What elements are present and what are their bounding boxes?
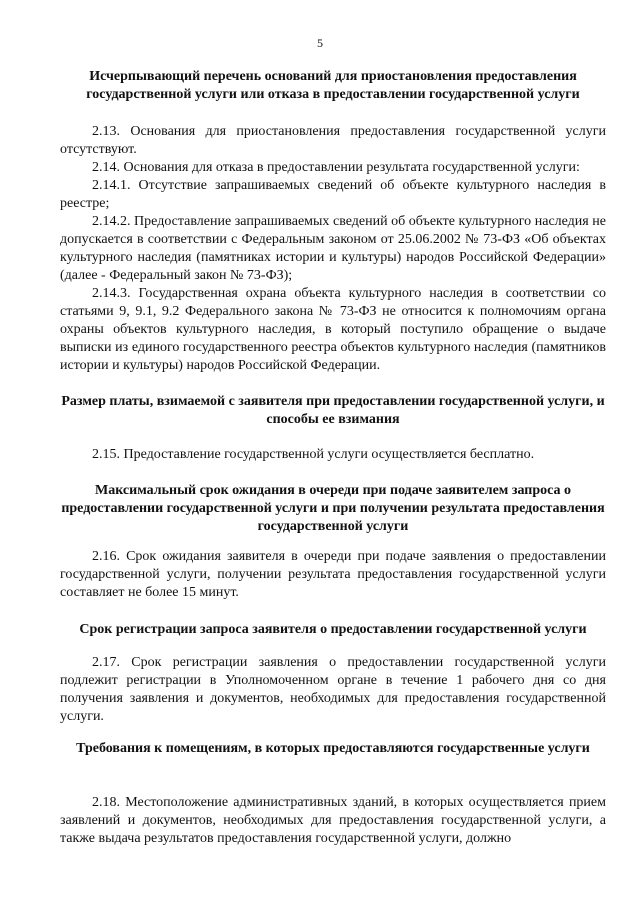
paragraph-2-14-1: 2.14.1. Отсутствие запрашиваемых сведений об объекте культурного наследия в реестре; xyxy=(60,178,606,211)
page-number: 5 xyxy=(317,36,323,50)
section-heading-fee xyxy=(60,393,606,429)
paragraph-2-16: 2.16. Срок ожидания заявителя в очереди при подаче заявления о предоставлении государственной услуги, получении результата предоставления государственной услуги составляет не более 15 минут. xyxy=(60,549,606,600)
section-body-suspension xyxy=(60,123,606,375)
section-body-premises xyxy=(60,794,606,848)
section-heading-suspension xyxy=(60,68,606,104)
paragraph-2-18: 2.18. Местоположение административных зданий, в которых осуществляется прием заявлений и документов, необходимых для предоставления государственной услуги, а также выдача результатов предоставления государственной услуги, должно xyxy=(60,795,606,846)
heading-text: Требования к помещениям, в которых предоставляются государственные услуги xyxy=(76,741,590,756)
heading-text: Размер платы, взимаемой с заявителя при предоставлении государственной услуги, и способы ее взимания xyxy=(61,394,605,427)
heading-text: Максимальный срок ожидания в очереди при подаче заявителем запроса о предоставлении государственной услуги и при получении результата предоставления государственной услуги xyxy=(61,483,605,534)
section-body-queue xyxy=(60,548,606,602)
section-body-registration xyxy=(60,654,606,726)
paragraph-2-17: 2.17. Срок регистрации заявления о предоставлении государственной услуги подлежит регистрации в Уполномоченном органе в течение 1 рабочего дня со дня получения заявления и документов, необходимых для предоставления государственной услуги. xyxy=(60,655,606,724)
section-heading-queue xyxy=(60,482,606,536)
paragraph-2-14-3: 2.14.3. Государственная охрана объекта культурного наследия в соответствии со статьями 9, 9.1, 9.2 Федерального закона № 73-ФЗ не относится к полномочиям органа охраны объектов культурного наследия, в который поступило обращение о выдаче выписки из единого государственного реестра объектов культурного наследия (памятников истории и культуры) народов Российской Федерации. xyxy=(60,286,606,373)
section-heading-premises xyxy=(60,740,606,758)
paragraph-2-14: 2.14. Основания для отказа в предоставлении результата государственной услуги: xyxy=(92,160,580,175)
section-heading-registration xyxy=(60,621,606,639)
heading-text: Срок регистрации запроса заявителя о предоставлении государственной услуги xyxy=(79,622,587,637)
paragraph-2-14-2: 2.14.2. Предоставление запрашиваемых сведений об объекте культурного наследия не допускается в соответствии с Федеральным законом от 25.06.2002 № 73-ФЗ «Об объектах культурного наследия (памятниках истории и культуры) народов Российской Федерации» (далее - Федеральный закон № 73-ФЗ); xyxy=(60,214,606,283)
paragraph-2-15: 2.15. Предоставление государственной услуги осуществляется бесплатно. xyxy=(92,447,535,462)
section-body-fee xyxy=(60,446,606,464)
heading-text: Исчерпывающий перечень оснований для приостановления предоставления государственной услуги или отказа в предоставлении государственной услуги xyxy=(86,69,580,102)
paragraph-2-13: 2.13. Основания для приостановления предоставления государственной услуги отсутствуют. xyxy=(60,124,606,157)
